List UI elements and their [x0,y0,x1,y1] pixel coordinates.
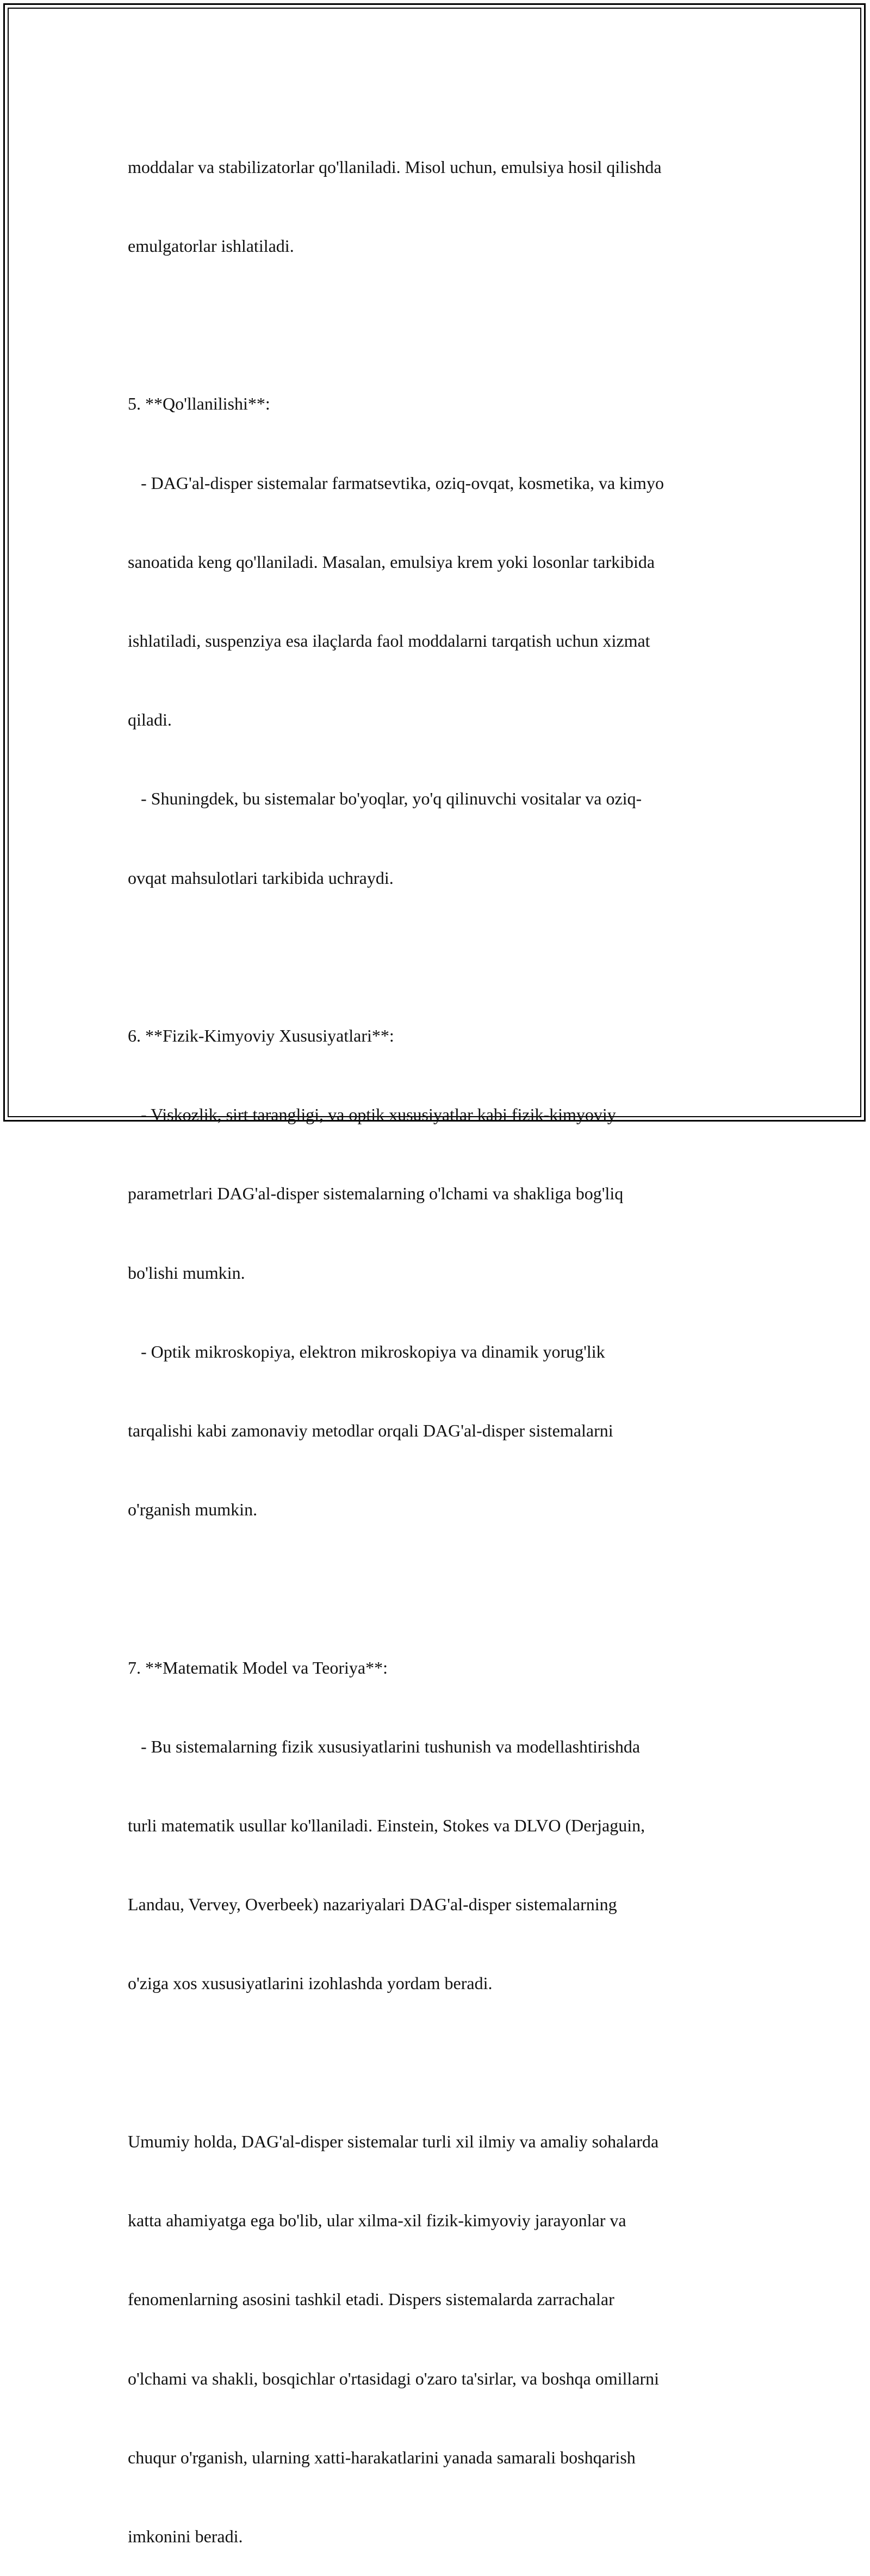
blank-line [128,1575,759,1601]
blank-line [128,2049,759,2076]
document-body [128,101,759,2576]
text-line: - Bu sistemalarning fizik xususiyatlarini tushunish va modellashtirishda [128,1736,641,1756]
text-line: - DAG'al-disper sistemalar farmatsevtika, oziq-ovqat, kosmetika, va kimyo [128,473,664,493]
text-line: ovqat mahsulotlari tarkibida uchraydi. [128,868,394,888]
text-line: - Shuningdek, bu sistemalar bo'yoqlar, yo'q qilinuvchi vositalar va oziq- [128,789,642,809]
section-heading-5: 5. **Qo'llanilishi**: [128,394,270,414]
summary-line: katta ahamiyatga ega bo'lib, ular xilma-xil fizik-kimyoviy jarayonlar va [128,2210,626,2231]
text-line: tarqalishi kabi zamonaviy metodlar orqali DAG'al-disper sistemalarni [128,1421,613,1441]
summary-line: imkonini beradi. [128,2526,243,2546]
section-heading-7: 7. **Matematik Model va Teoriya**: [128,1657,388,1677]
text-line: emulgatorlar ishlatiladi. [128,236,294,256]
text-line: - Viskozlik, sirt tarangligi, va optik xususiyatlar kabi fizik-kimyoviy [128,1105,616,1125]
summary-line: chuqur o'rganish, ularning xatti-harakatlarini yanada samarali boshqarish [128,2447,636,2467]
text-line: bo'lishi mumkin. [128,1262,245,1283]
section-heading-6: 6. **Fizik-Kimyoviy Xususiyatlari**: [128,1026,394,1046]
text-line: sanoatida keng qo'llaniladi. Masalan, emulsiya krem yoki losonlar tarkibida [128,552,655,572]
blank-line [128,944,759,970]
text-line: o'rganish mumkin. [128,1500,258,1520]
summary-line: o'lchami va shakli, bosqichlar o'rtasidagi o'zaro ta'sirlar, va boshqa omillarni [128,2368,660,2388]
text-line: qiladi. [128,710,172,730]
text-line: o'ziga xos xususiyatlarini izohlashda yordam beradi. [128,1973,493,1993]
blank-line [128,312,759,338]
text-line: turli matematik usullar ko'llaniladi. Einstein, Stokes va DLVO (Derjaguin, [128,1816,645,1836]
text-line: moddalar va stabilizatorlar qo'llaniladi. Misol uchun, emulsiya hosil qilishda [128,157,662,177]
text-line: ishlatiladi, suspenziya esa ilaçlarda faol moddalarni tarqatish uchun xizmat [128,631,650,651]
text-line: parametrlari DAG'al-disper sistemalarning o'lchami va shakliga bog'liq [128,1184,624,1204]
summary-line: fenomenlarning asosini tashkil etadi. Dispers sistemalarda zarrachalar [128,2289,614,2309]
summary-line: Umumiy holda, DAG'al-disper sistemalar turli xil ilmiy va amaliy sohalarda [128,2131,659,2151]
text-line: - Optik mikroskopiya, elektron mikroskopiya va dinamik yorug'lik [128,1341,605,1361]
text-line: Landau, Vervey, Overbeek) nazariyalari DAG'al-disper sistemalarning [128,1894,617,1915]
